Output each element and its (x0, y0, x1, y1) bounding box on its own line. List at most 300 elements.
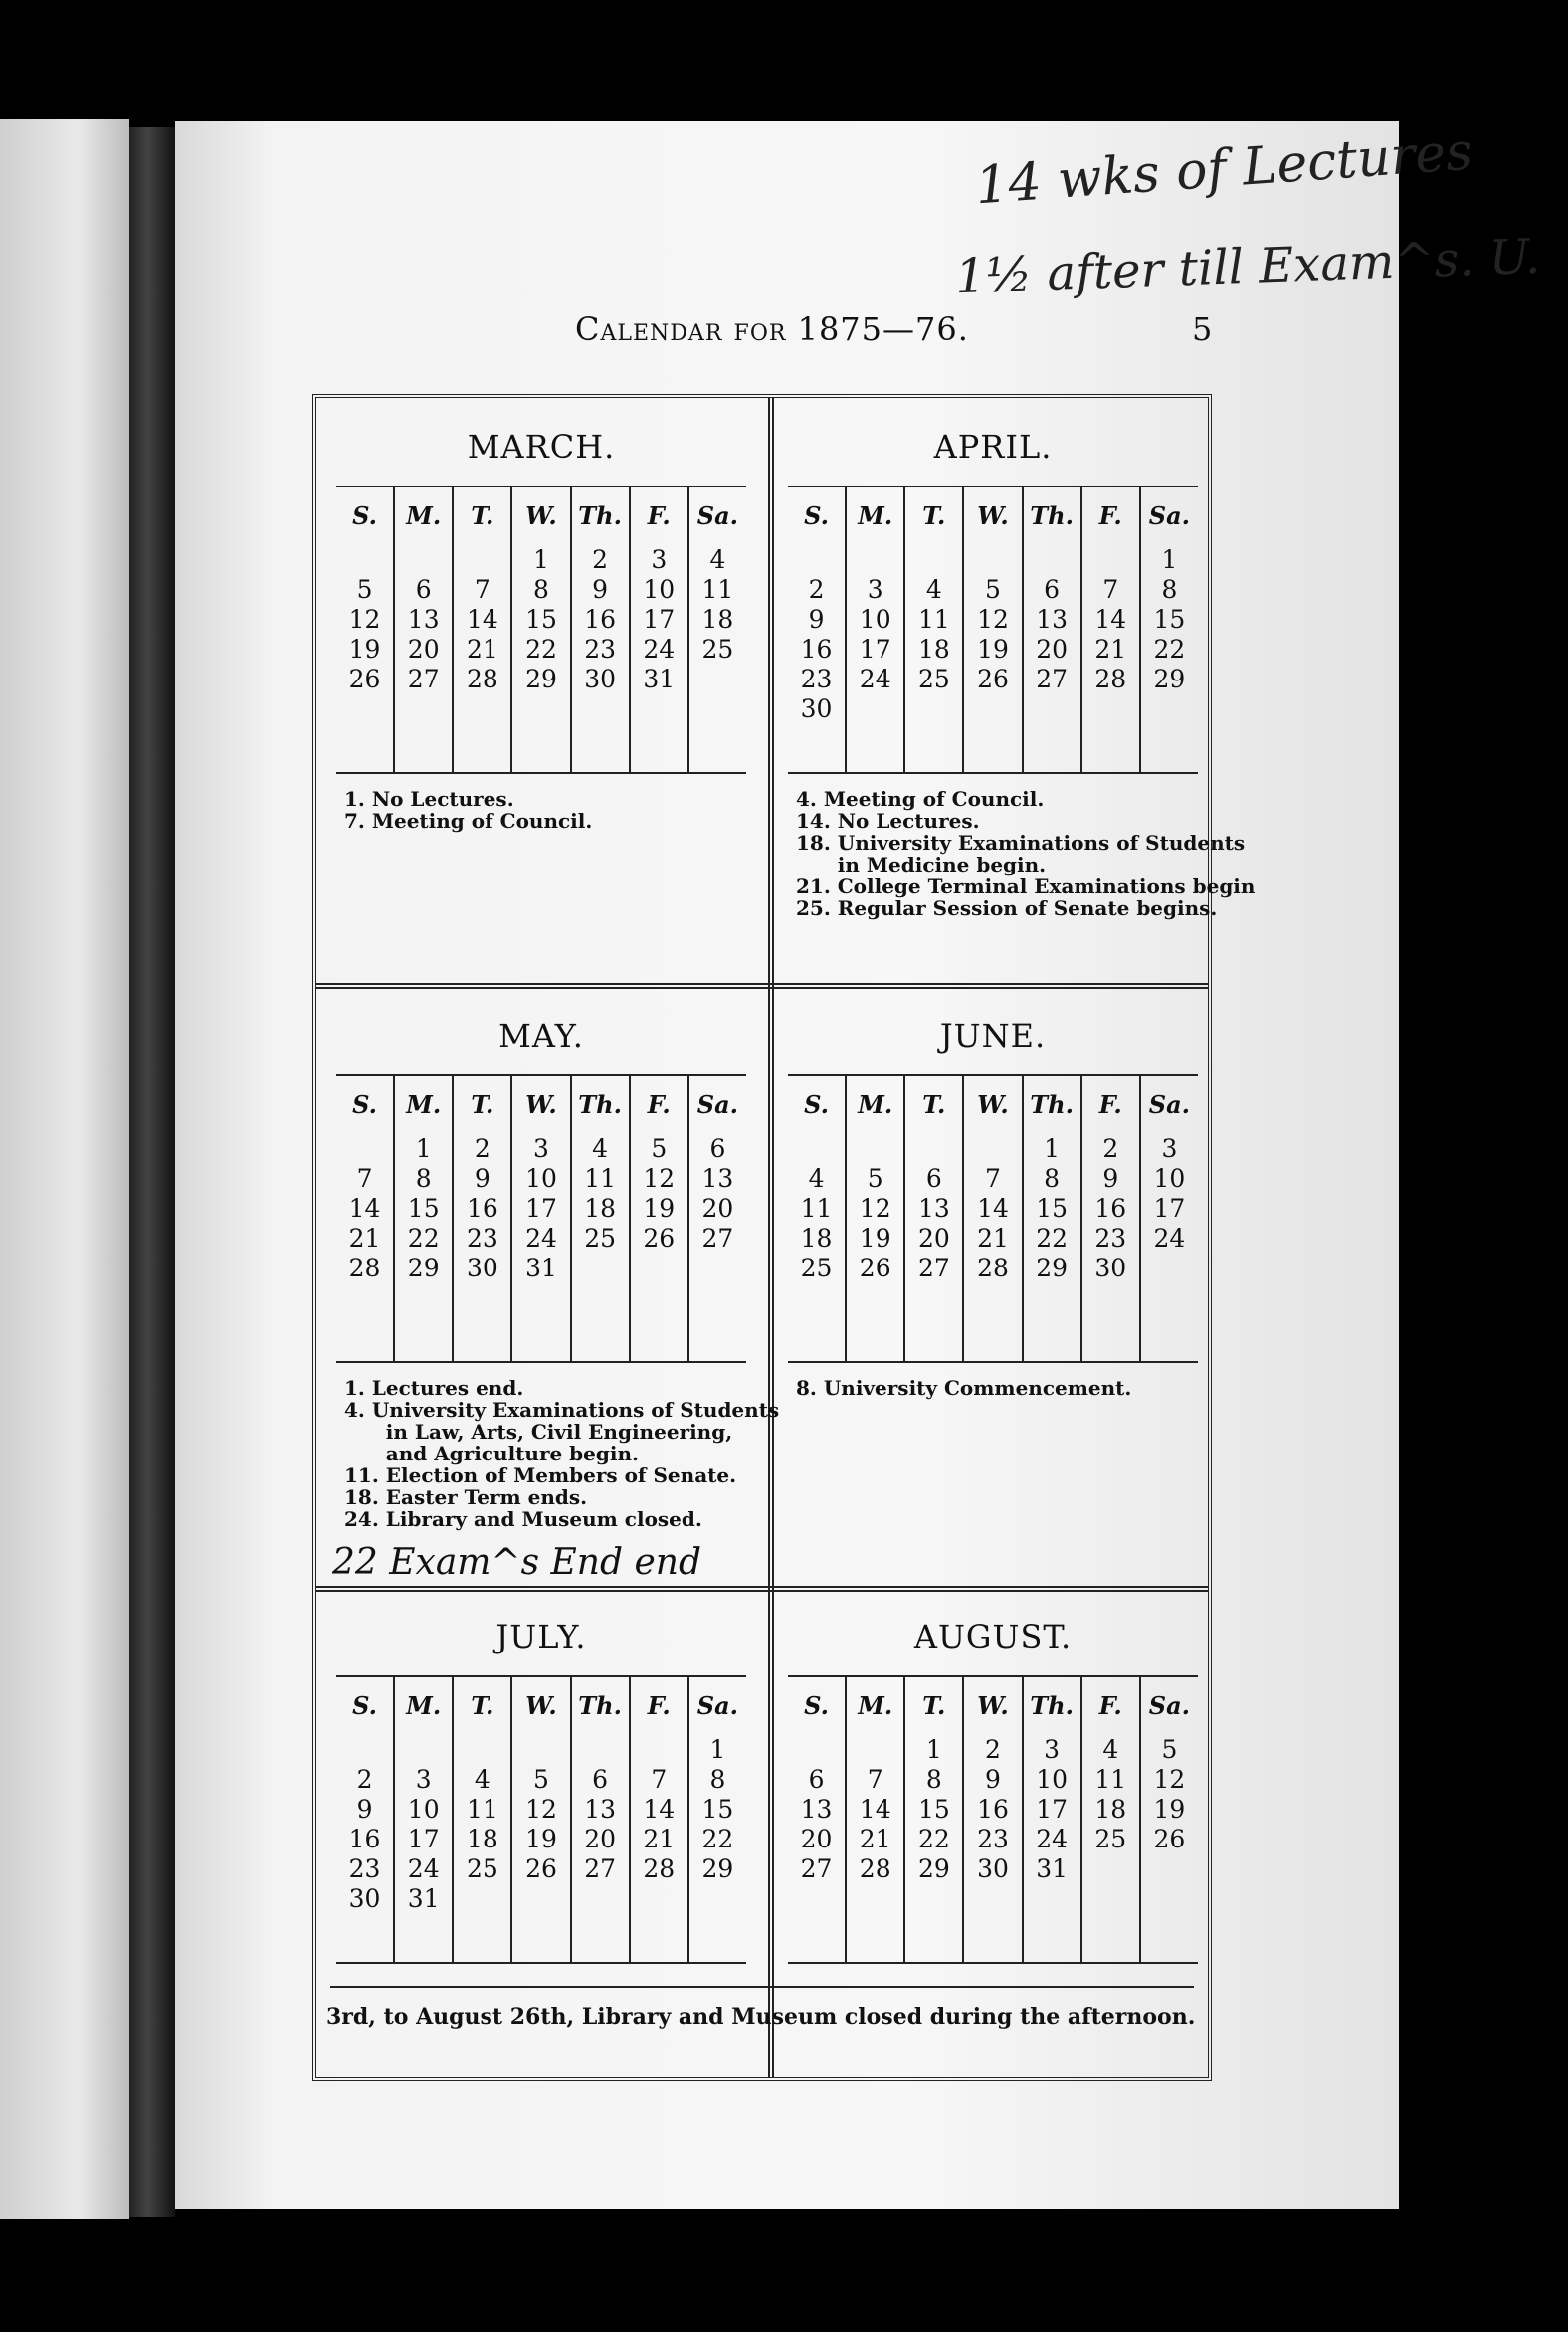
day-number (1024, 694, 1080, 724)
day-number: 17 (407, 1825, 440, 1853)
day-header: Sa. (696, 501, 739, 530)
day-number: 2 (474, 1134, 490, 1163)
day-column (512, 1076, 571, 1361)
day-number: 9 (985, 1765, 1001, 1794)
day-number: 28 (977, 1254, 1009, 1282)
day-header: W. (525, 1090, 557, 1119)
day-number: 29 (1153, 665, 1186, 693)
day-number: 2 (592, 545, 609, 574)
day-number (964, 545, 1021, 575)
day-column (964, 1677, 1023, 1962)
day-number: 30 (1094, 1254, 1127, 1282)
day-number: 8 (533, 575, 549, 604)
note-line: 1. No Lectures. (344, 787, 514, 811)
day-number (395, 1735, 452, 1765)
day-header: Sa. (1148, 501, 1191, 530)
day-number: 31 (1036, 1854, 1069, 1883)
month-notes (774, 774, 1256, 920)
month-july (322, 1588, 760, 1978)
day-number: 11 (1094, 1765, 1127, 1794)
day-header: W. (525, 1691, 557, 1720)
day-number (847, 694, 903, 724)
day-number: 21 (977, 1224, 1009, 1253)
day-number: 18 (800, 1224, 833, 1253)
day-number: 1 (415, 1134, 432, 1163)
day-number: 18 (466, 1825, 498, 1853)
month-may (322, 987, 780, 1531)
day-number: 4 (925, 575, 942, 604)
day-header: S. (804, 1090, 829, 1119)
day-number (964, 694, 1021, 724)
day-number: 22 (1153, 635, 1186, 664)
day-number: 14 (859, 1795, 891, 1824)
day-number: 22 (701, 1825, 734, 1853)
day-column (964, 487, 1023, 772)
day-number: 29 (525, 665, 557, 693)
day-header: T. (922, 501, 946, 530)
day-number: 3 (1044, 1735, 1061, 1764)
day-number: 28 (1094, 665, 1127, 693)
day-number: 25 (1094, 1825, 1127, 1853)
day-number: 21 (466, 635, 498, 664)
day-number: 1 (533, 545, 549, 574)
day-header: Sa. (696, 1691, 739, 1720)
day-number: 24 (859, 665, 891, 693)
day-number: 20 (917, 1224, 950, 1253)
day-number: 6 (925, 1164, 942, 1193)
day-number: 17 (1036, 1795, 1069, 1824)
day-number: 7 (985, 1164, 1001, 1193)
note-line: 4. University Examinations of Students (344, 1398, 780, 1422)
day-grid (336, 1076, 746, 1361)
day-number: 10 (1153, 1164, 1186, 1193)
day-number: 6 (709, 1134, 726, 1163)
day-number: 7 (356, 1164, 373, 1193)
day-column (336, 1076, 395, 1361)
day-number: 20 (1036, 635, 1069, 664)
day-column (788, 1076, 847, 1361)
day-number: 26 (977, 665, 1009, 693)
day-column (1082, 1677, 1141, 1962)
note-line: 7. Meeting of Council. (344, 809, 593, 833)
day-number: 8 (1044, 1164, 1061, 1193)
day-number (336, 545, 393, 575)
day-header: F. (647, 1090, 671, 1119)
day-grid (788, 1677, 1198, 1962)
day-number (847, 545, 903, 575)
day-number: 23 (1094, 1224, 1127, 1253)
day-number (1082, 1854, 1139, 1884)
day-number: 22 (917, 1825, 950, 1853)
day-column (689, 1076, 746, 1361)
day-number: 9 (592, 575, 609, 604)
day-header: S. (804, 501, 829, 530)
day-number: 19 (348, 635, 381, 664)
day-number: 11 (701, 575, 734, 604)
day-number: 24 (525, 1224, 557, 1253)
day-number: 22 (525, 635, 557, 664)
day-header: S. (352, 1090, 377, 1119)
day-number: 25 (701, 635, 734, 664)
day-number: 4 (808, 1164, 825, 1193)
day-number: 14 (643, 1795, 676, 1824)
day-number: 7 (867, 1765, 883, 1794)
day-number: 6 (592, 1765, 609, 1794)
day-number: 12 (643, 1164, 676, 1193)
day-number: 12 (977, 605, 1009, 634)
day-header: Th. (1030, 1691, 1074, 1720)
month-march (322, 398, 760, 832)
day-column (905, 487, 964, 772)
day-number: 26 (859, 1254, 891, 1282)
day-number: 9 (356, 1795, 373, 1824)
day-number (572, 1254, 629, 1283)
day-column (572, 1076, 631, 1361)
day-number: 26 (1153, 1825, 1186, 1853)
day-header: M. (406, 1691, 442, 1720)
day-column (905, 1677, 964, 1962)
day-number: 12 (348, 605, 381, 634)
day-number: 14 (977, 1194, 1009, 1223)
day-number (454, 1735, 510, 1765)
month-notes (774, 1363, 1212, 1399)
day-number: 15 (525, 605, 557, 634)
day-column (395, 1076, 454, 1361)
day-number: 22 (1036, 1224, 1069, 1253)
day-column (1024, 487, 1082, 772)
day-number: 20 (800, 1825, 833, 1853)
month-name: AUGUST. (913, 1618, 1073, 1655)
day-grid (788, 1076, 1198, 1361)
day-number: 4 (709, 545, 726, 574)
day-header: S. (352, 501, 377, 530)
day-number (964, 1134, 1021, 1164)
day-number: 9 (474, 1164, 490, 1193)
day-number: 5 (533, 1765, 549, 1794)
day-number: 20 (407, 635, 440, 664)
day-number (454, 1884, 510, 1914)
day-number: 31 (643, 665, 676, 693)
day-number: 1 (925, 1735, 942, 1764)
month-notes (322, 1964, 760, 1978)
day-number: 4 (474, 1765, 490, 1794)
day-number: 24 (407, 1854, 440, 1883)
day-number: 14 (348, 1194, 381, 1223)
day-number: 16 (1094, 1194, 1127, 1223)
day-header: F. (1098, 501, 1122, 530)
day-number: 20 (584, 1825, 617, 1853)
day-number: 29 (917, 1854, 950, 1883)
day-number (1141, 1254, 1198, 1283)
day-header: Sa. (696, 1090, 739, 1119)
day-column (905, 1076, 964, 1361)
day-number: 25 (917, 665, 950, 693)
day-number: 20 (701, 1194, 734, 1223)
day-grid (336, 1677, 746, 1962)
day-number: 3 (1161, 1134, 1178, 1163)
day-number: 13 (701, 1164, 734, 1193)
day-number (1024, 545, 1080, 575)
day-column (1082, 1076, 1141, 1361)
day-number: 7 (474, 575, 490, 604)
day-header: Sa. (1148, 1090, 1191, 1119)
day-header: T. (922, 1691, 946, 1720)
day-header: T. (471, 1090, 494, 1119)
day-number: 3 (651, 545, 668, 574)
day-number: 13 (407, 605, 440, 634)
day-number: 10 (525, 1164, 557, 1193)
day-column (631, 1076, 689, 1361)
day-number: 21 (643, 1825, 676, 1853)
book-gutter (129, 127, 175, 2217)
day-column (631, 487, 689, 772)
month-notes (322, 1363, 780, 1531)
day-header: Th. (1030, 501, 1074, 530)
note-line: in Law, Arts, Civil Engineering, (344, 1420, 733, 1444)
day-number: 13 (1036, 605, 1069, 634)
day-number: 18 (917, 635, 950, 664)
month-name: JUNE. (939, 1017, 1047, 1055)
day-column (847, 1677, 905, 1962)
day-number: 10 (643, 575, 676, 604)
day-column (512, 487, 571, 772)
day-number: 26 (643, 1224, 676, 1253)
day-header: W. (525, 501, 557, 530)
day-number: 19 (643, 1194, 676, 1223)
day-number (1141, 694, 1198, 724)
note-line: 1. Lectures end. (344, 1376, 524, 1400)
day-column (454, 1677, 512, 1962)
day-number: 15 (407, 1194, 440, 1223)
day-number: 18 (701, 605, 734, 634)
day-number: 13 (584, 1795, 617, 1824)
day-number (788, 545, 845, 575)
day-number (336, 1134, 393, 1164)
handwritten-annotation-2: 1½ after till Exam^s. U. (954, 228, 1541, 305)
day-header: F. (1098, 1691, 1122, 1720)
day-number: 5 (985, 575, 1001, 604)
day-number: 28 (348, 1254, 381, 1282)
day-number: 6 (808, 1765, 825, 1794)
day-header: Th. (578, 1090, 622, 1119)
day-header: T. (471, 1691, 494, 1720)
day-number (454, 545, 510, 575)
day-number: 24 (643, 635, 676, 664)
day-number (1082, 545, 1139, 575)
day-header: Sa. (1148, 1691, 1191, 1720)
day-number: 6 (415, 575, 432, 604)
day-number: 25 (800, 1254, 833, 1282)
day-number: 29 (701, 1854, 734, 1883)
footer-rule (330, 1986, 1194, 1988)
day-number: 19 (1153, 1795, 1186, 1824)
day-number: 30 (348, 1884, 381, 1913)
day-number: 19 (525, 1825, 557, 1853)
month-august (774, 1588, 1212, 1978)
day-number (631, 1254, 687, 1283)
day-column (847, 487, 905, 772)
day-number: 27 (584, 1854, 617, 1883)
day-number: 23 (584, 635, 617, 664)
day-number: 7 (1102, 575, 1119, 604)
day-number: 3 (867, 575, 883, 604)
day-number: 5 (356, 575, 373, 604)
day-header: M. (858, 501, 893, 530)
day-number: 27 (917, 1254, 950, 1282)
day-header: M. (858, 1090, 893, 1119)
note-line: 11. Election of Members of Senate. (344, 1463, 737, 1487)
day-number: 3 (415, 1765, 432, 1794)
day-number: 26 (348, 665, 381, 693)
note-line: 21. College Terminal Examinations begin (796, 874, 1256, 898)
day-number: 2 (985, 1735, 1001, 1764)
month-name: MARCH. (467, 428, 616, 466)
note-line: 8. University Commencement. (796, 1376, 1132, 1400)
day-number: 10 (407, 1795, 440, 1824)
day-column (572, 1677, 631, 1962)
note-line: 14. No Lectures. (796, 809, 980, 833)
day-number: 15 (917, 1795, 950, 1824)
day-column (395, 487, 454, 772)
day-header: M. (858, 1691, 893, 1720)
day-number: 2 (1102, 1134, 1119, 1163)
day-number: 13 (917, 1194, 950, 1223)
day-number (689, 665, 746, 694)
day-number: 24 (1153, 1224, 1186, 1253)
day-column (395, 1677, 454, 1962)
day-number: 27 (407, 665, 440, 693)
day-column (1082, 487, 1141, 772)
day-header: F. (1098, 1090, 1122, 1119)
month-name: MAY. (498, 1017, 584, 1055)
day-number: 9 (1102, 1164, 1119, 1193)
day-number: 17 (1153, 1194, 1186, 1223)
day-number: 3 (533, 1134, 549, 1163)
day-number (905, 545, 962, 575)
day-number: 19 (977, 635, 1009, 664)
day-column (1141, 1677, 1198, 1962)
day-number: 7 (651, 1765, 668, 1794)
day-number: 25 (584, 1224, 617, 1253)
day-number (1082, 694, 1139, 724)
day-number: 10 (1036, 1765, 1069, 1794)
day-column (689, 487, 746, 772)
day-number (689, 1884, 746, 1914)
day-number: 8 (1161, 575, 1178, 604)
note-line: 18. Easter Term ends. (344, 1485, 588, 1509)
handwritten-annotation-1: 14 wks of Lectures (973, 121, 1474, 217)
calendar-frame (312, 394, 1256, 2081)
day-number: 12 (859, 1194, 891, 1223)
day-number: 17 (643, 605, 676, 634)
day-number: 14 (1094, 605, 1127, 634)
day-column (847, 1076, 905, 1361)
day-number: 15 (701, 1795, 734, 1824)
day-number: 29 (407, 1254, 440, 1282)
day-number: 23 (348, 1854, 381, 1883)
day-number: 10 (859, 605, 891, 634)
day-header: M. (406, 1090, 442, 1119)
day-number: 5 (1161, 1735, 1178, 1764)
day-number: 1 (1161, 545, 1178, 574)
day-number: 12 (525, 1795, 557, 1824)
day-number: 12 (1153, 1765, 1186, 1794)
day-number: 9 (808, 605, 825, 634)
note-line: 24. Library and Museum closed. (344, 1507, 702, 1531)
day-number: 1 (709, 1735, 726, 1764)
day-number: 4 (592, 1134, 609, 1163)
day-number: 11 (917, 605, 950, 634)
day-number (905, 1134, 962, 1164)
day-number: 25 (466, 1854, 498, 1883)
page-number: 5 (1192, 310, 1213, 348)
day-number (572, 1735, 629, 1765)
day-column (788, 1677, 847, 1962)
day-number: 23 (800, 665, 833, 693)
day-column (454, 1076, 512, 1361)
day-header: S. (352, 1691, 377, 1720)
day-number (905, 694, 962, 724)
day-number: 30 (584, 665, 617, 693)
footer-note: 3rd, to August 26th, Library and Museum closed during the afternoon. (326, 2004, 1196, 2030)
day-number: 5 (867, 1164, 883, 1193)
day-header: Th. (578, 1691, 622, 1720)
day-column (336, 487, 395, 772)
day-number: 6 (1044, 575, 1061, 604)
day-number: 27 (800, 1854, 833, 1883)
day-number: 22 (407, 1224, 440, 1253)
day-header: M. (406, 501, 442, 530)
day-number: 31 (407, 1884, 440, 1913)
note-line: and Agriculture begin. (344, 1442, 639, 1465)
day-column (964, 1076, 1023, 1361)
month-june (774, 987, 1212, 1399)
note-line: 4. Meeting of Council. (796, 787, 1045, 811)
day-grid (788, 487, 1198, 772)
handwritten-note: 22 Exam^s End end (332, 1542, 702, 1583)
day-number: 17 (859, 635, 891, 664)
day-header: W. (977, 1691, 1009, 1720)
day-number: 26 (525, 1854, 557, 1883)
day-number: 30 (977, 1854, 1009, 1883)
day-number (631, 1884, 687, 1914)
day-header: W. (977, 501, 1009, 530)
day-header: W. (977, 1090, 1009, 1119)
day-number (788, 1735, 845, 1765)
day-number: 30 (800, 694, 833, 723)
day-column (689, 1677, 746, 1962)
day-number (847, 1735, 903, 1765)
note-line: 18. University Examinations of Students (796, 831, 1246, 855)
day-number: 19 (859, 1224, 891, 1253)
day-number: 17 (525, 1194, 557, 1223)
day-number: 1 (1044, 1134, 1061, 1163)
day-number (631, 1735, 687, 1765)
day-column (512, 1677, 571, 1962)
day-number: 15 (1153, 605, 1186, 634)
page-title: Calendar for 1875—76. (575, 310, 969, 348)
day-number: 16 (977, 1795, 1009, 1824)
day-number: 2 (356, 1765, 373, 1794)
day-grid (336, 487, 746, 772)
day-number: 27 (701, 1224, 734, 1253)
day-number: 8 (415, 1164, 432, 1193)
day-number (847, 1134, 903, 1164)
day-number: 11 (800, 1194, 833, 1223)
day-number: 11 (466, 1795, 498, 1824)
day-number (572, 1884, 629, 1914)
day-header: F. (647, 501, 671, 530)
